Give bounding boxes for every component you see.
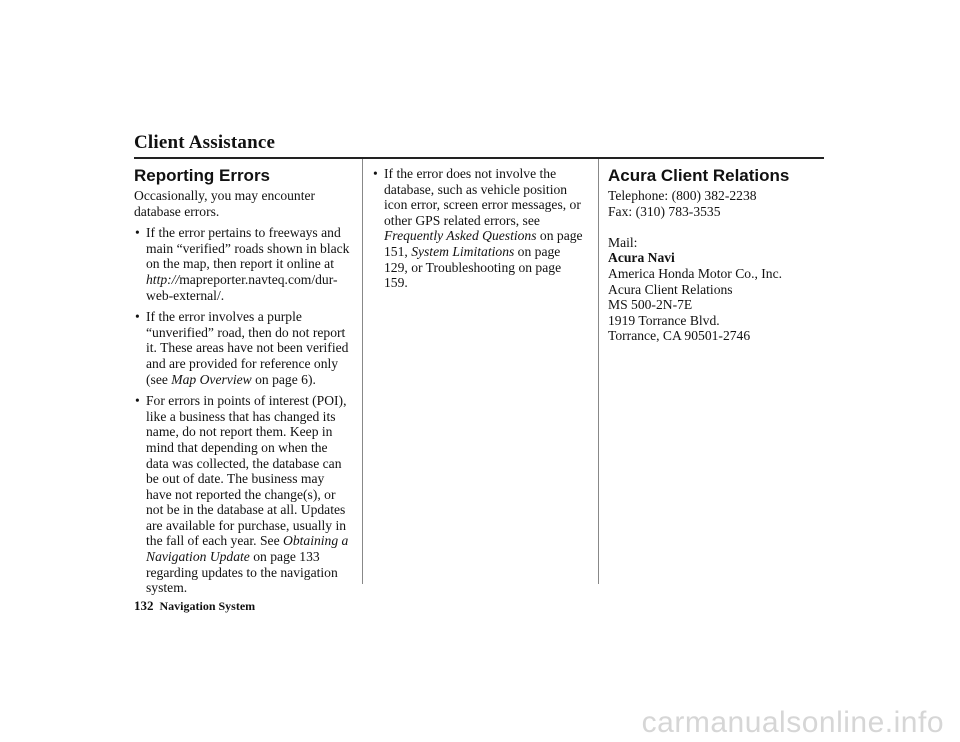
mail-name: Acura Navi — [608, 250, 675, 266]
column-other-errors — [372, 166, 584, 291]
title-rule — [134, 157, 824, 159]
xref-navigation-update: Obtaining a Navigation Update — [146, 533, 349, 565]
report-url: mapreporter.navteq.com/dur-web-external/. — [146, 271, 338, 303]
column-divider-2 — [598, 159, 599, 584]
mail-label: Mail: — [608, 234, 638, 250]
address-line: MS 500-2N-7E — [608, 297, 693, 313]
watermark-text: carmanualsonline.info — [641, 706, 944, 739]
watermark — [0, 700, 960, 742]
address-line: 1919 Torrance Blvd. — [608, 312, 720, 328]
client-relations-heading: Acura Client Relations — [608, 166, 790, 185]
other-errors-list — [372, 166, 584, 291]
list-item: • If the error pertains to freeways and main “verified” roads shown in black on the map, then report it online at http://mapreporter.navteq.com/dur-web-external/. — [134, 225, 352, 303]
xref-faq: Frequently Asked Questions — [384, 228, 537, 244]
xref-map-overview: Map Overview — [171, 371, 252, 387]
intro-paragraph: Occasionally, you may encounter database errors. — [134, 188, 316, 219]
column-client-relations — [608, 166, 828, 344]
report-url-scheme: http:// — [146, 271, 180, 287]
list-item: • If the error does not involve the database, such as vehicle position icon error, screen error messages, or other GPS related errors, see Frequently Asked Questions on page 151, System Limitations on page 129, or Troubleshooting on page 159. — [372, 166, 584, 291]
column-reporting-errors — [134, 166, 352, 596]
xref-system-limitations: System Limitations — [411, 243, 515, 259]
address-line: Acura Client Relations — [608, 281, 733, 297]
error-bullet-list — [134, 225, 352, 596]
address-line: Torrance, CA 90501-2746 — [608, 328, 751, 344]
page-number: 132 — [134, 598, 154, 613]
address-line: America Honda Motor Co., Inc. — [608, 265, 783, 281]
telephone: Telephone: (800) 382-2238 — [608, 188, 757, 203]
fax: Fax: (310) 783-3535 — [608, 203, 721, 219]
column-divider-1 — [362, 159, 363, 584]
list-item: • For errors in points of interest (POI), like a business that has changed its name, do not report them. Keep in mind that depending on when the data was collected, the database can be out of date. The business may have not reported the change(s), or not be in the database at all. Updates are available for purchase, usually in the fall of each year. See Obtaining a Navigation Update on page 133 regarding updates to the navigation system. — [134, 393, 352, 596]
footer-title: Navigation System — [159, 599, 256, 613]
section-title: Client Assistance — [134, 132, 276, 153]
reporting-errors-heading: Reporting Errors — [134, 166, 271, 185]
page-footer — [134, 598, 255, 614]
list-item: • If the error involves a purple “unverified” road, then do not report it. These areas have not been verified and are provided for reference only (see Map Overview on page 6). — [134, 309, 352, 387]
